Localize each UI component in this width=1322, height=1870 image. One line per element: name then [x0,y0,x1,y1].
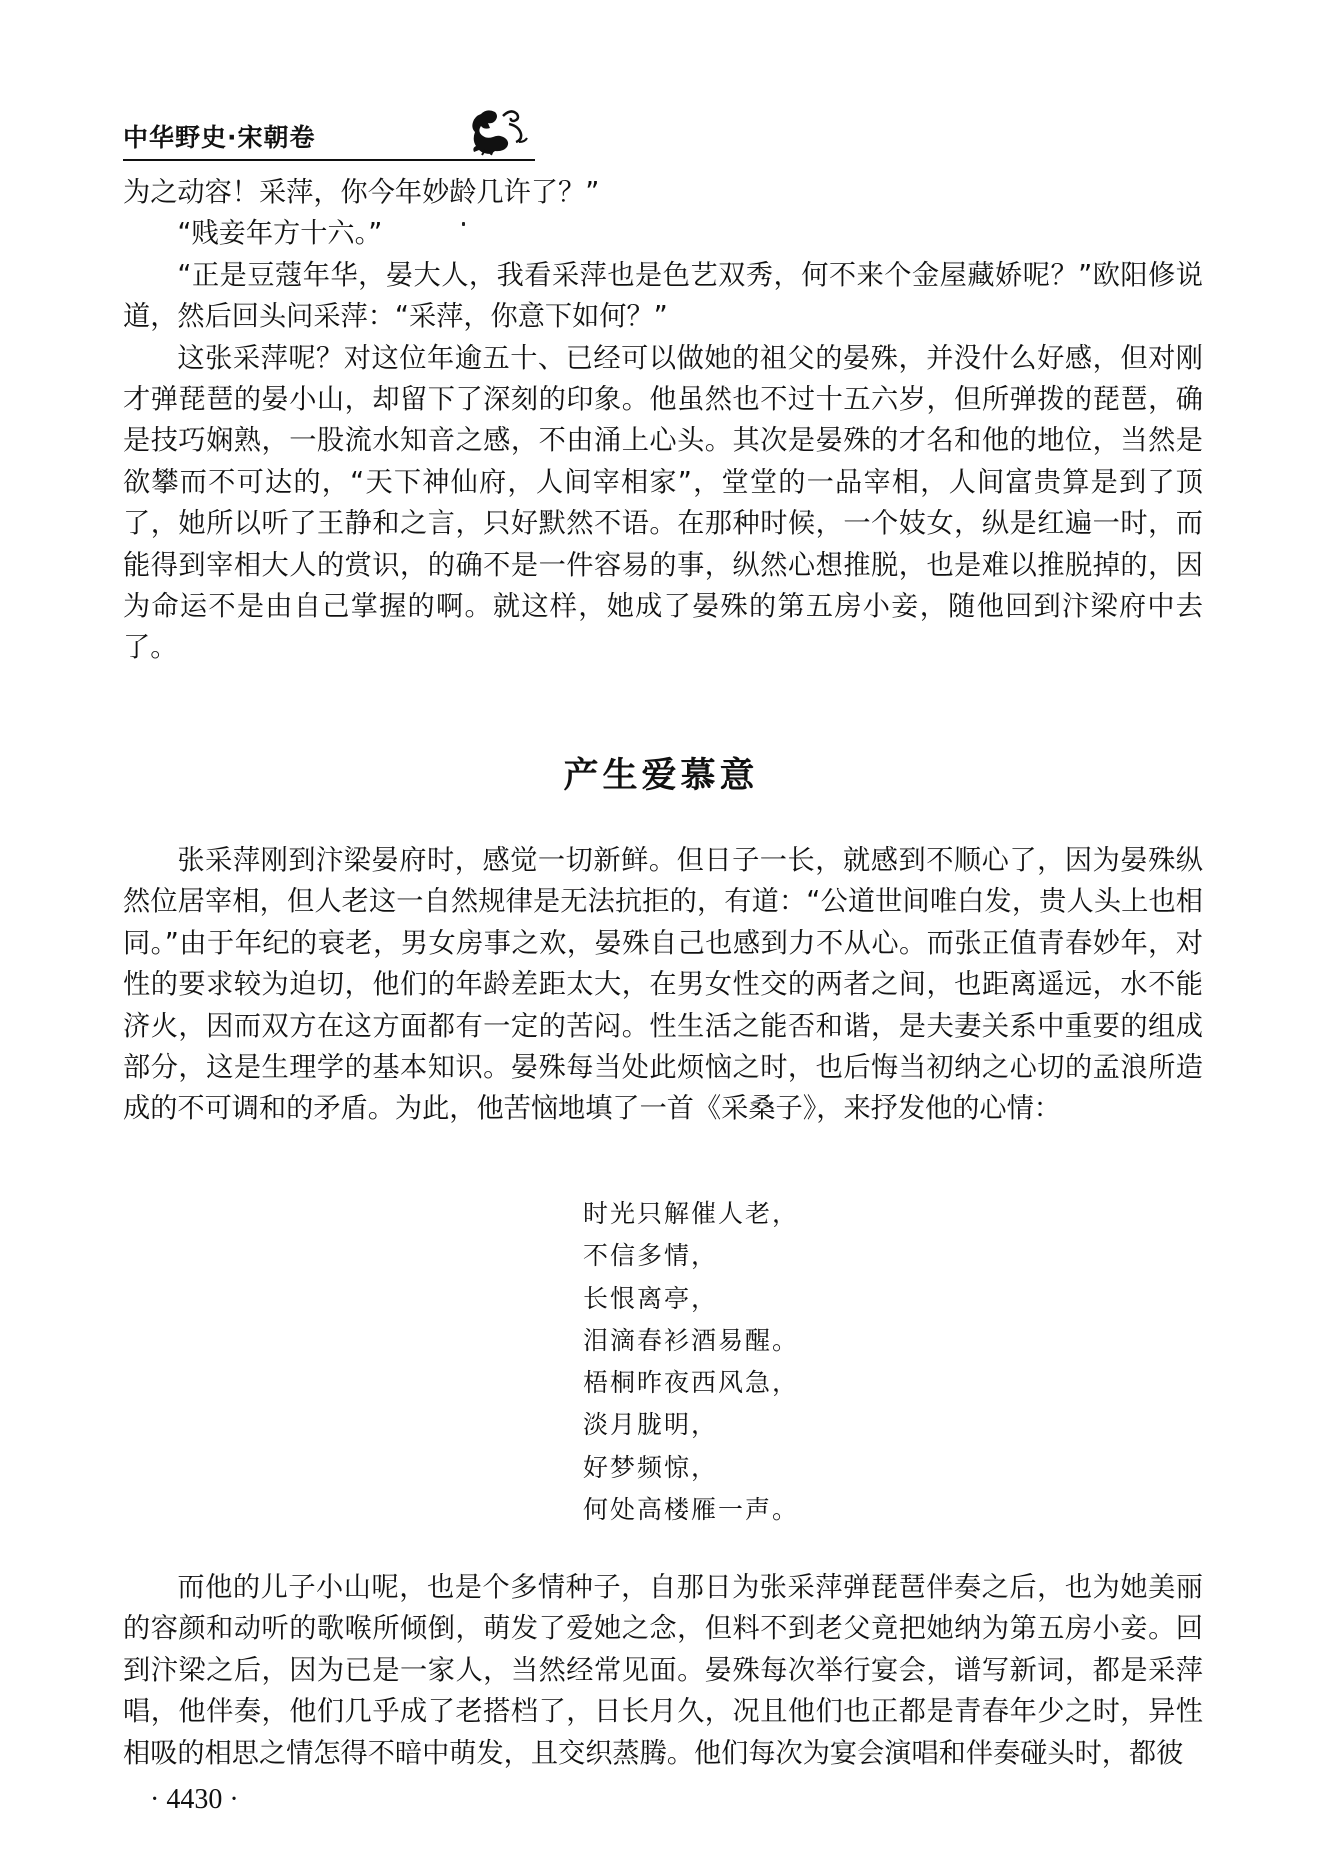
running-header [123,112,535,162]
poem-line: 不信多情， [583,1241,719,1271]
paragraph: 这张采萍呢？对这位年逾五十、已经可以做她的祖父的晏殊，并没什么好感，但对刚才弹琵琶的晏小山，却留下了深刻的印象。他虽然也不过十五六岁，但所弹拨的琵琶，确是技巧娴熟，一股流水知音之感，不由涌上心头。其次是晏殊的才名和他的地位，当然是欲攀而不可达的，“天下神仙府，人间宰相家”，堂堂的一品宰相，人间富贵算是到了顶了，她所以听了王静和之言，只好默然不语。在那种时候，一个妓女，纵是红遍一时，而能得到宰相大人的赏识，的确不是一件容易的事，纵然心想推脱，也是难以推脱掉的，因为命运不是由自己掌握的啊。就这样，她成了晏殊的第五房小妾，随他回到汴梁府中去了。 [123,342,1203,664]
paragraph: 为之动容！采萍，你今年妙龄几许了？” [123,177,600,208]
scan-speck [462,222,465,226]
poem-line: 好梦频惊， [583,1452,719,1482]
section-heading: 产生爱慕意 [563,756,759,796]
text-block-opening [123,172,1203,669]
paragraph: 张采萍刚到汴梁晏府时，感觉一切新鲜。但日子一长，就感到不顺心了，因为晏殊纵然位居宰相，但人老这一自然规律是无法抗拒的，有道：“公道世间唯白发，贵人头上也相同。”由于年纪的衰老，男女房事之欢，晏殊自己也感到力不从心。而张正值青春妙年，对性的要求较为迫切，他们的年龄差距太大，在男女性交的两者之间，也距离遥远，水不能济火，因而双方在这方面都有一定的苦闷。性生活之能否和谐，是夫妻关系中重要的组成部分，这是生理学的基本知识。晏殊每当处此烦恼之时，也后悔当初纳之心切的孟浪所造成的不可调和的矛盾。为此，他苦恼地填了一首《采桑子》，来抒发他的心情： [123,845,1203,1125]
paragraph: 而他的儿子小山呢，也是个多情种子，自那日为张采萍弹琵琶伴奏之后，也为她美丽的容颜和动听的歌喉所倾倒，萌发了爱她之念，但料不到老父竟把她纳为第五房小妾。回到汴梁之后，因为已是一家人，当然经常见面。晏殊每次举行宴会，谱写新词，都是采萍唱，他伴奏，他们几乎成了老搭档了，日长月久，况且他们也正都是青春年少之时，异性相吸的相思之情怎得不暗中萌发，且交织蒸腾。他们每次为宴会演唱和伴奏碰头时，都彼 [123,1572,1203,1769]
poem-line: 时光只解催人老， [583,1199,800,1228]
header-rule [123,159,535,161]
poem-line: 何处高楼雁一声。 [583,1495,800,1525]
paragraph: “贱妾年方十六。” [177,218,383,250]
page-number: · 4430 · [150,1784,239,1815]
paragraph: “正是豆蔻年华，晏大人，我看采萍也是色艺双秀，何不来个金屋藏娇呢？”欧阳修说道，然后回头问采萍：“采萍，你意下如何？” [123,259,1203,333]
dragon-emblem-icon [463,106,533,156]
running-title: 中华野史·宋朝卷 [123,123,316,152]
poem-line: 泪滴春衫酒易醒。 [583,1325,800,1355]
poem-caisangzi [583,1193,799,1531]
poem-line: 梧桐昨夜西风急， [583,1368,800,1398]
text-block-closing [123,1567,1203,1774]
text-block-section [123,840,1203,1130]
poem-line: 长恨离亭， [583,1283,719,1313]
poem-line: 淡月胧明， [583,1410,719,1440]
